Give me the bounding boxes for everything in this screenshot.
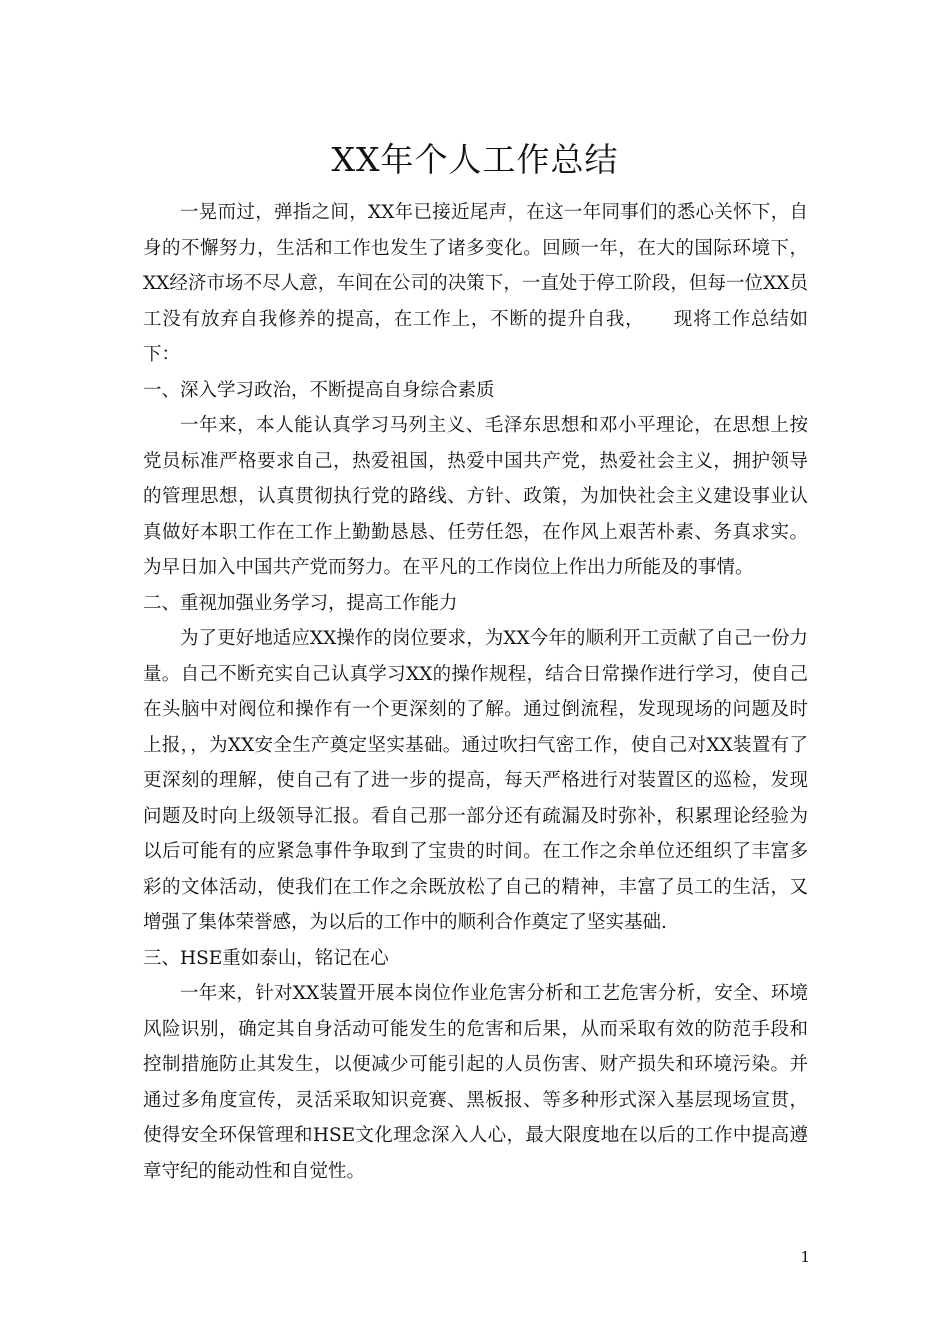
politics-paragraph: 一年来，本人能认真学习马列主义、毛泽东思想和邓小平理论，在思想上按党员标准严格要求自己，热爱祖国，热爱中国共产党，热爱社会主义，拥护领导的管理思想，认真贯彻执行党的路线、方针、政策，为加快社会主义建设事业认真做好本职工作在工作上勤勤恳恳、任劳任怨，在作风上艰苦朴素、务真求实。为早日加入中国共产党而努力。在平凡的工作岗位上作出力所能及的事情。 bbox=[143, 415, 808, 578]
hse-paragraph: 一年来，针对XX装置开展本岗位作业危害分析和工艺危害分析，安全、环境风险识别，确定其自身活动可能发生的危害和后果，从而采取有效的防范手段和控制措施防止其发生，以便减少可能引起的人员伤害、财产损失和环境污染。并通过多角度宣传，灵活采取知识竞赛、黑板报、等多种形式深入基层现场宣贯，使得安全环保管理和HSE文化理念深入人心，最大限度地在以后的工作中提高遵章守纪的能动性和自觉性。 bbox=[143, 983, 808, 1182]
document-title: XX年个人工作总结 bbox=[331, 140, 619, 179]
section-heading-business-study: 二、重视加强业务学习，提高工作能力 bbox=[143, 592, 458, 614]
business-study-paragraph: 为了更好地适应XX操作的岗位要求，为XX今年的顺利开工贡献了自己一份力量。自己不断充实自己认真学习XX的操作规程，结合日常操作进行学习，使自己在头脑中对阀位和操作有一个更深刻的了解。通过倒流程，发现现场的问题及时上报，，为XX安全生产奠定坚实基础。通过吹扫气密工作，使自己对XX装置有了更深刻的理解，使自己有了进一步的提高，每天严格进行对装置区的巡检，发现问题及时向上级领导汇报。看自己那一部分还有疏漏及时弥补，积累理论经验为以后可能有的应紧急事件争取到了宝贵的时间。在工作之余单位还组织了丰富多彩的文体活动，使我们在工作之余既放松了自己的精神，丰富了员工的生活，又增强了集体荣誉感，为以后的工作中的顺利合作奠定了坚实基础. bbox=[143, 628, 808, 933]
section-heading-politics: 一、深入学习政治，不断提高自身综合素质 bbox=[143, 379, 495, 401]
intro-paragraph: 一晃而过，弹指之间，XX年已接近尾声，在这一年同事们的悉心关怀下，自身的不懈努力，生活和工作也发生了诸多变化。回顾一年，在大的国际环境下，XX经济市场不尽人意，车间在公司的决策下，一直处于停工阶段，但每一位XX员工没有放弃自我修养的提高，在工作上，不断的提升自我， 现将工作总结如下： bbox=[143, 202, 808, 365]
document-body bbox=[143, 195, 808, 1189]
section-heading-hse: 三、HSE重如泰山，铭记在心 bbox=[143, 947, 389, 969]
page-number: 1 bbox=[800, 1248, 810, 1266]
